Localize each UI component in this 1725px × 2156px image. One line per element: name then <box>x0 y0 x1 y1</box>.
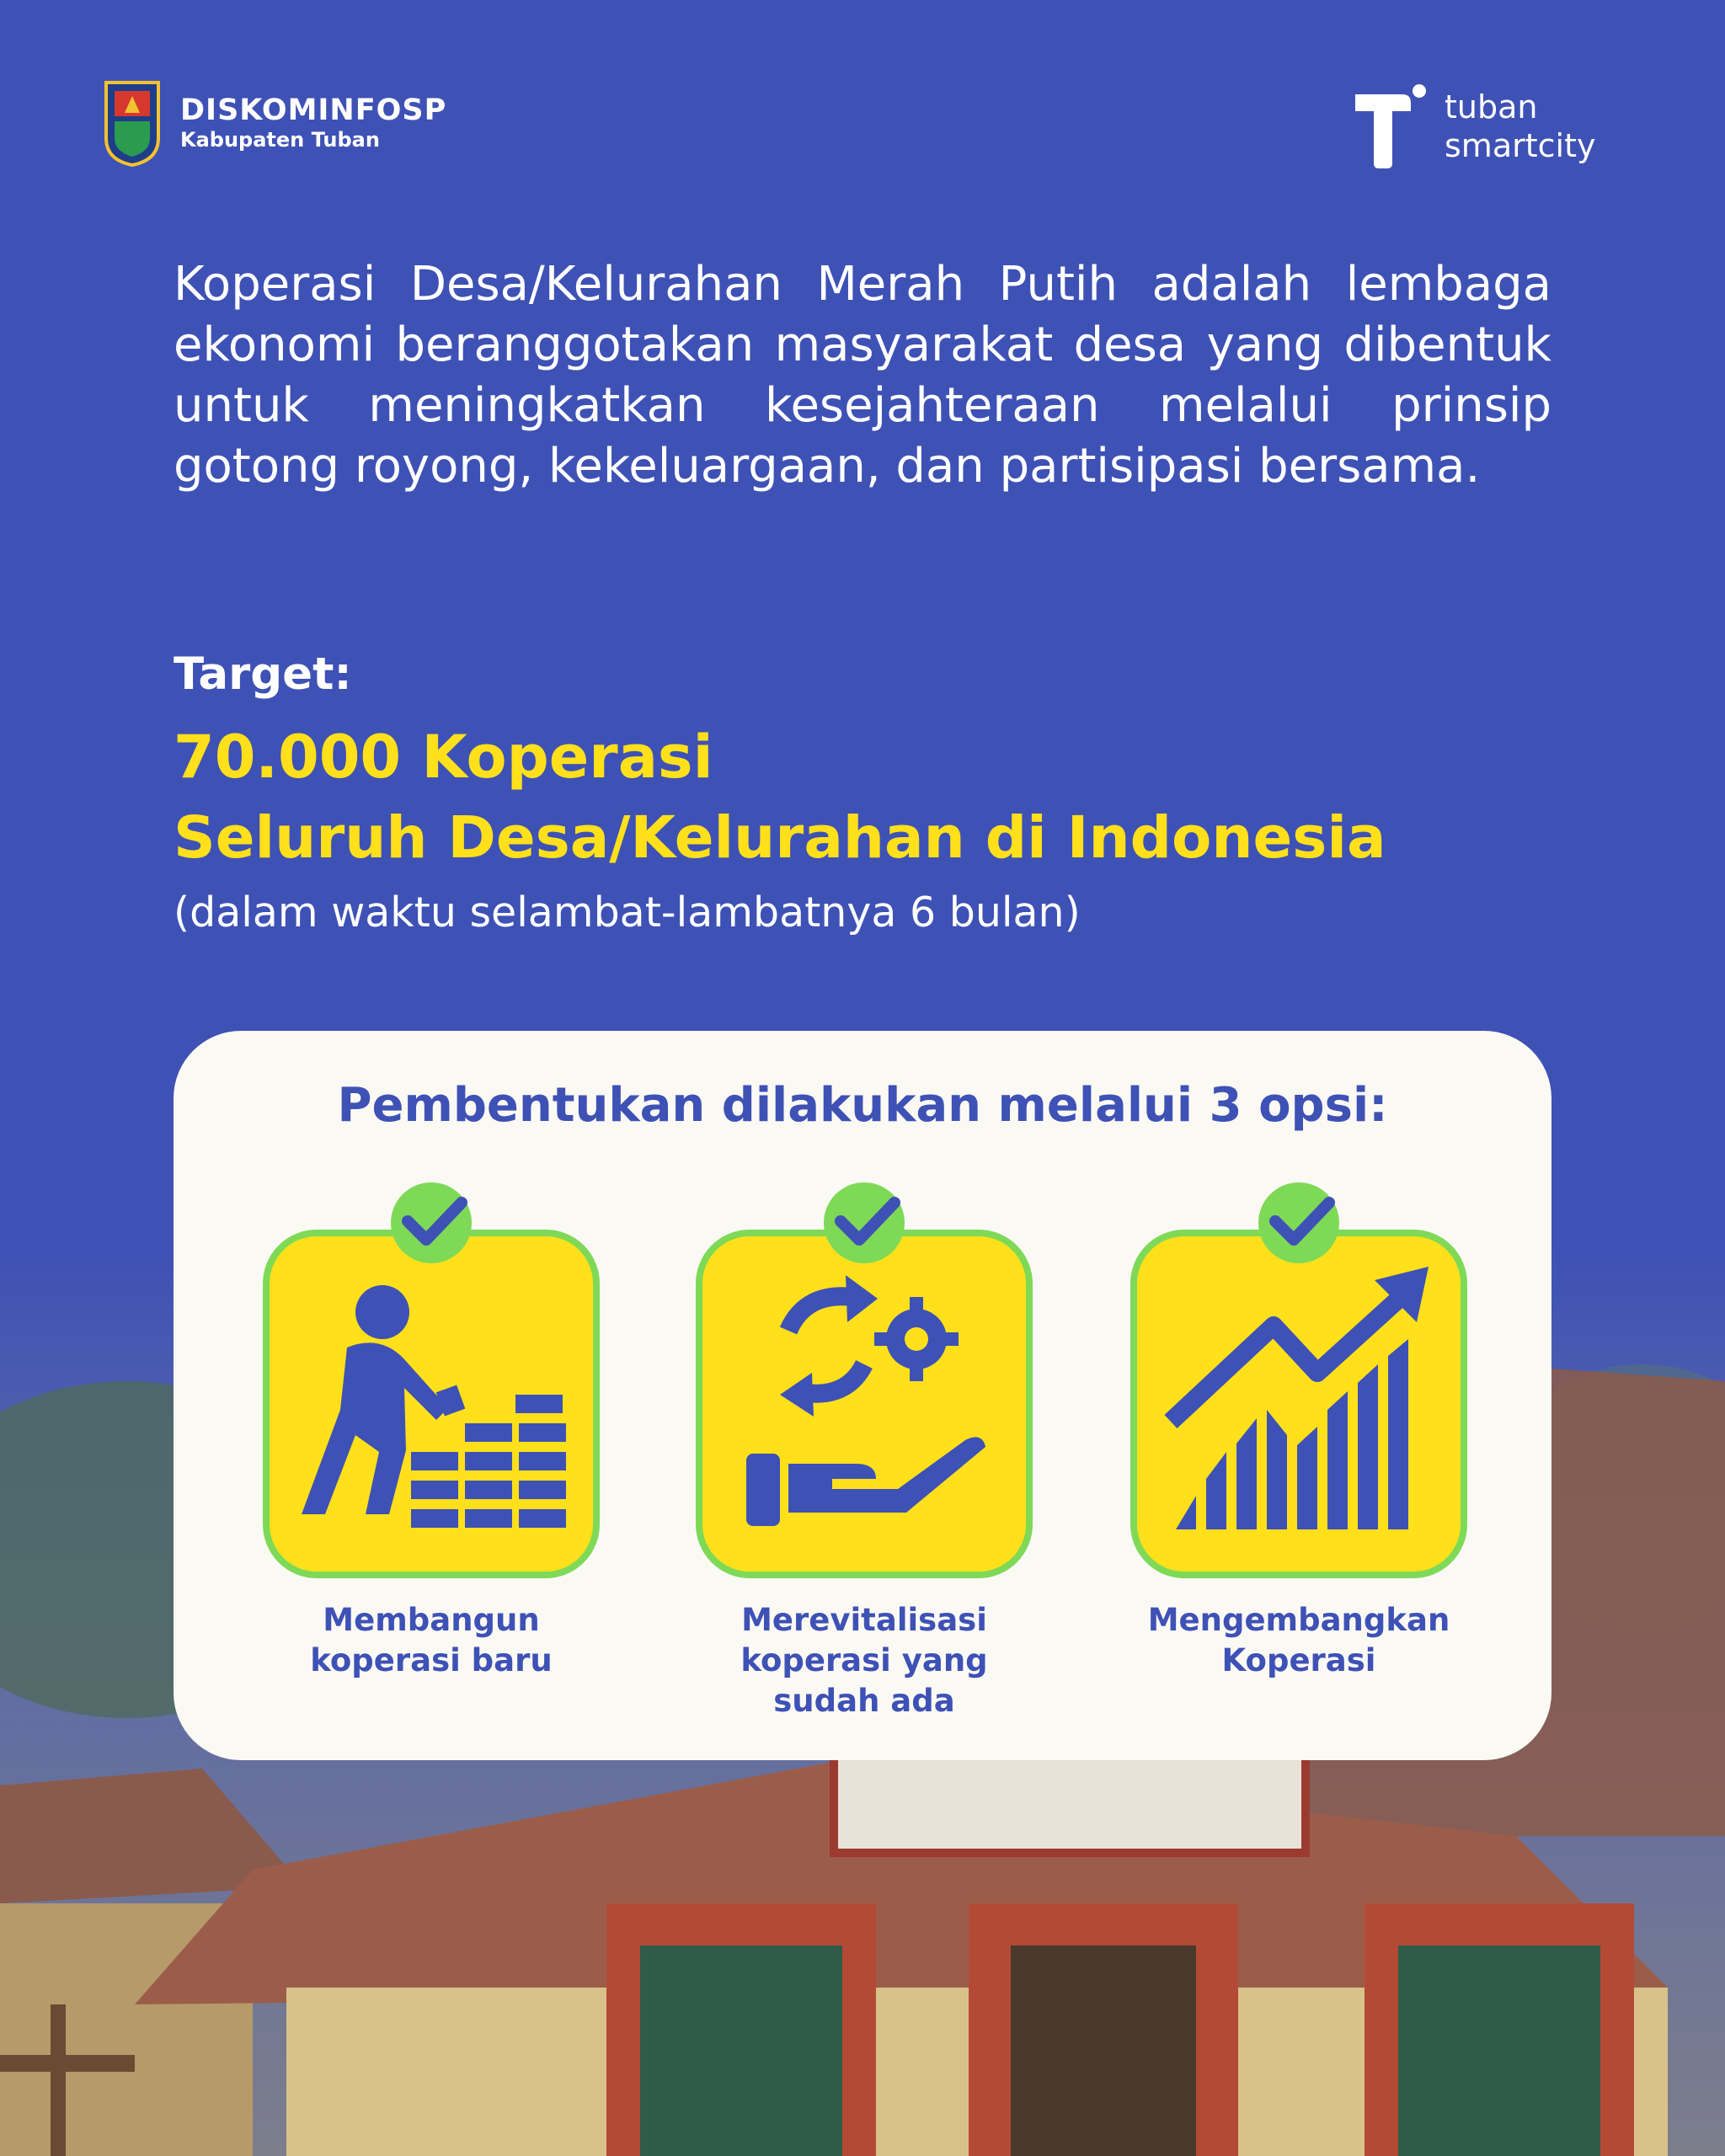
hand-cycle-gear-icon <box>696 1182 1033 1578</box>
org-name: DISKOMINFOSP <box>180 93 447 127</box>
option-build-new <box>254 1182 608 1755</box>
tuban-t-icon <box>1352 83 1428 170</box>
option-revitalize-label: Merevitalisasi koperasi yang sudah ada <box>740 1602 988 1719</box>
options-title: Pembentukan dilakukan melalui 3 opsi: <box>337 1078 1388 1133</box>
target-label: Target: <box>174 648 352 700</box>
option-develop <box>1122 1182 1476 1755</box>
target-scope: Seluruh Desa/Kelurahan di Indonesia <box>174 804 1386 872</box>
org-subtitle: Kabupaten Tuban <box>180 128 380 152</box>
target-deadline-note: (dalam waktu selambat-lambatnya 6 bulan) <box>174 889 1081 937</box>
option-develop-label: Mengembangkan Koperasi <box>1147 1602 1450 1678</box>
option-revitalize <box>687 1182 1041 1755</box>
tuban-smartcity-logo <box>1352 83 1595 170</box>
growth-chart-icon <box>1130 1182 1467 1578</box>
options-card <box>174 1031 1551 1760</box>
target-count: 70.000 Koperasi <box>174 723 713 792</box>
diskominfosp-logo <box>103 79 446 167</box>
brand-line-1: tuban <box>1445 88 1538 125</box>
builder-bricks-icon <box>263 1182 600 1578</box>
tuban-regency-shield-icon <box>103 79 162 167</box>
brand-line-2: smartcity <box>1445 127 1596 164</box>
option-build-new-label: Membangun koperasi baru <box>310 1602 553 1678</box>
intro-paragraph: Koperasi Desa/Kelurahan Merah Putih adalah lembaga ekonomi beranggotakan masyarakat desa yang dibentuk untuk meningkatkan kesejahteraan melalui prinsip gotong royong, kekeluargaan, dan partisipasi bersama. <box>174 257 1551 494</box>
